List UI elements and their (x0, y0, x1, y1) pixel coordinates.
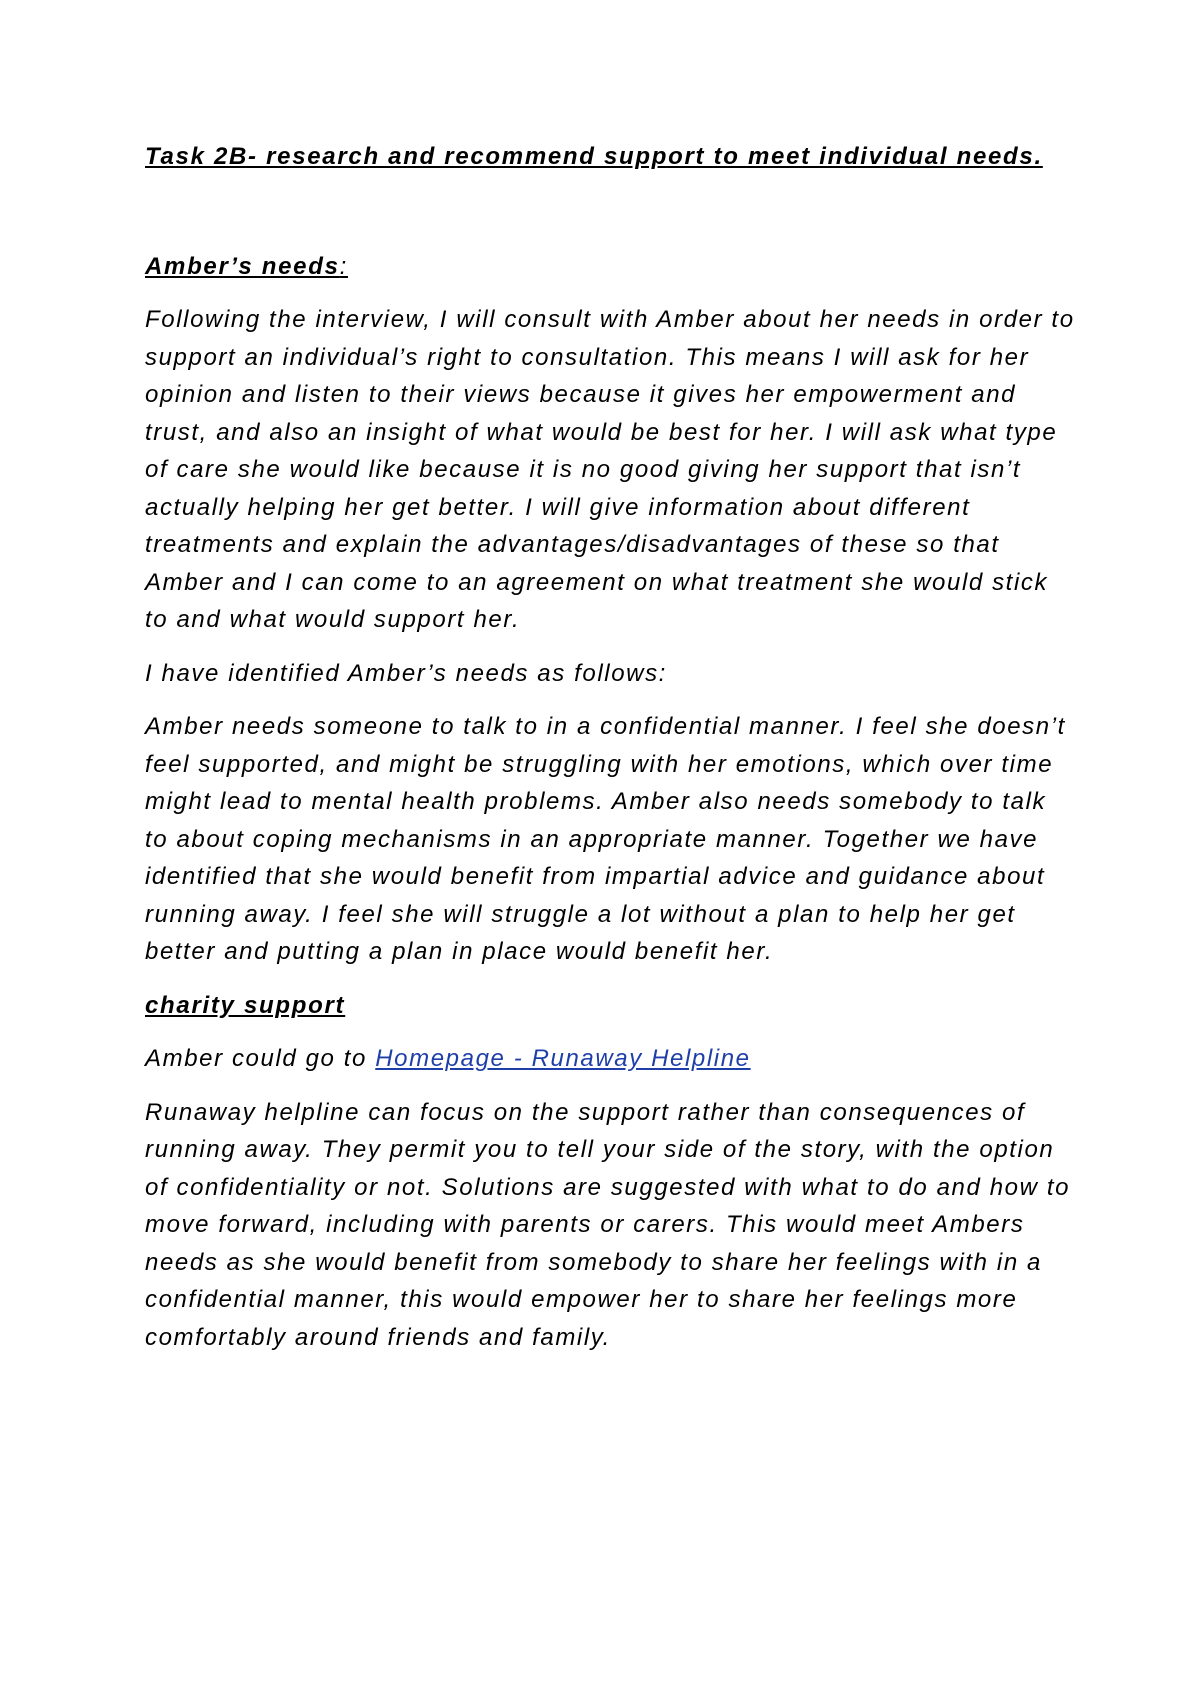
paragraph-identified-needs-intro: I have identified Amber’s needs as follows: (145, 659, 667, 687)
runaway-helpline-link[interactable]: Homepage - Runaway Helpline (375, 1045, 751, 1072)
paragraph-consultation: Following the interview, I will consult with Amber about her needs in order to support an individual’s right to consultation. This means I will ask for her opinion and listen to their views because it gives her empowerment and trust, and also an insight of what would be best for her. I will ask what type of care she would like because it is no good giving her support that isn’t actually helping her get better. I will give information about different treatments and explain the advantages/disadvantages of these so that Amber and I can come to an agreement on what treatment she would stick to and what would support her. (145, 306, 1075, 633)
heading-colon: : (339, 252, 348, 280)
section-heading-ambers-needs (145, 248, 1075, 286)
document-body (145, 138, 1075, 1372)
link-intro-text: Amber could go to (145, 1045, 376, 1072)
heading-text: Amber’s needs (145, 252, 340, 280)
paragraph-charity-link (145, 1040, 1075, 1078)
paragraph-needs-detail: Amber needs someone to talk to in a confidential manner. I feel she doesn’t feel supported, and might be struggling with her emotions, which over time might lead to mental health problems. Amber also needs somebody to talk to about coping mechanisms in an appropriate manner. Together we have identified that she would benefit from impartial advice and guidance about running away. I feel she will struggle a lot without a plan to help her get better and putting a plan in place would benefit her. (145, 713, 1066, 965)
paragraph-runaway-helpline: Runaway helpline can focus on the support rather than consequences of running away. They permit you to tell your side of the story, with the option of confidentiality or not. Solutions are suggested with what to do and how to move forward, including with parents or carers. This would meet Ambers needs as she would benefit from somebody to share her feelings with in a confidential manner, this would empower her to share her feelings more comfortably around friends and family. (145, 1098, 1071, 1351)
section-heading-charity-support: charity support (145, 991, 346, 1019)
title-spacer (145, 176, 1075, 248)
document-title: Task 2B- research and recommend support to meet individual needs. (145, 143, 1043, 170)
